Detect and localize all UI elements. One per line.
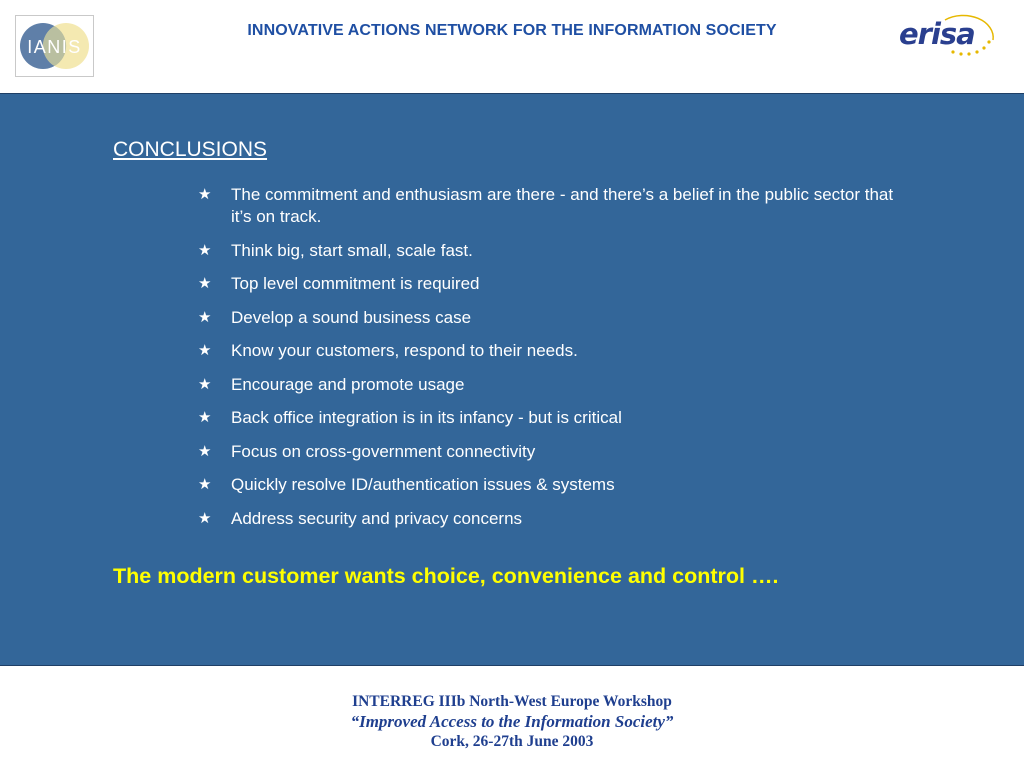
header [0, 0, 1024, 93]
list-item [198, 441, 918, 463]
content-panel [0, 93, 1024, 666]
star-bullet-icon: ★ [198, 409, 212, 426]
slide-heading: CONCLUSIONS [113, 138, 268, 161]
list-item-text: Encourage and promote usage [231, 374, 465, 394]
star-bullet-icon: ★ [198, 375, 212, 393]
footer [0, 692, 1024, 752]
conclusions-list [198, 184, 918, 541]
erisa-logo-text: erisa [899, 17, 975, 51]
star-bullet-icon: ★ [198, 509, 212, 527]
list-item-text: Back office integration is in its infancy - but is critical [231, 408, 622, 427]
slide-tagline: The modern customer wants choice, convenience and control …. [113, 564, 779, 588]
list-item-text: Know your customers, respond to their needs. [231, 341, 578, 360]
ianis-logo-text: IANIS [27, 37, 82, 57]
ianis-logo-graphic [16, 16, 93, 76]
star-bullet-icon: ★ [198, 241, 212, 259]
list-item-text: Quickly resolve ID/authentication issues & systems [231, 475, 615, 494]
list-item-text: Think big, start small, scale fast. [231, 240, 473, 260]
ianis-logo [15, 15, 94, 77]
header-title: INNOVATIVE ACTIONS NETWORK FOR THE INFORMATION SOCIETY [247, 22, 777, 39]
list-item [198, 273, 918, 295]
footer-workshop: INTERREG IIIb North-West Europe Workshop [352, 693, 672, 710]
list-item-text: The commitment and enthusiasm are there - and there’s a belief in the public sector that it’s on track. [231, 185, 894, 226]
star-bullet-icon: ★ [198, 476, 212, 493]
erisa-logo [895, 12, 995, 60]
list-item [198, 508, 918, 530]
list-item [198, 374, 918, 396]
list-item-text: Address security and privacy concerns [231, 508, 523, 528]
footer-date: Cork, 26-27th June 2003 [430, 733, 594, 750]
star-bullet-icon: ★ [198, 342, 212, 359]
list-item [198, 407, 918, 429]
star-bullet-icon: ★ [198, 186, 212, 203]
footer-subtitle: “Improved Access to the Information Society” [350, 712, 674, 731]
list-item-text: Focus on cross-government connectivity [231, 441, 536, 461]
list-item-text: Develop a sound business case [231, 307, 472, 327]
list-item [198, 240, 918, 262]
star-bullet-icon: ★ [198, 308, 212, 326]
star-bullet-icon: ★ [198, 275, 212, 292]
list-item [198, 474, 918, 496]
list-item [198, 307, 918, 329]
star-bullet-icon: ★ [198, 442, 212, 460]
list-item [198, 184, 918, 228]
list-item [198, 340, 918, 362]
list-item-text: Top level commitment is required [231, 274, 480, 293]
